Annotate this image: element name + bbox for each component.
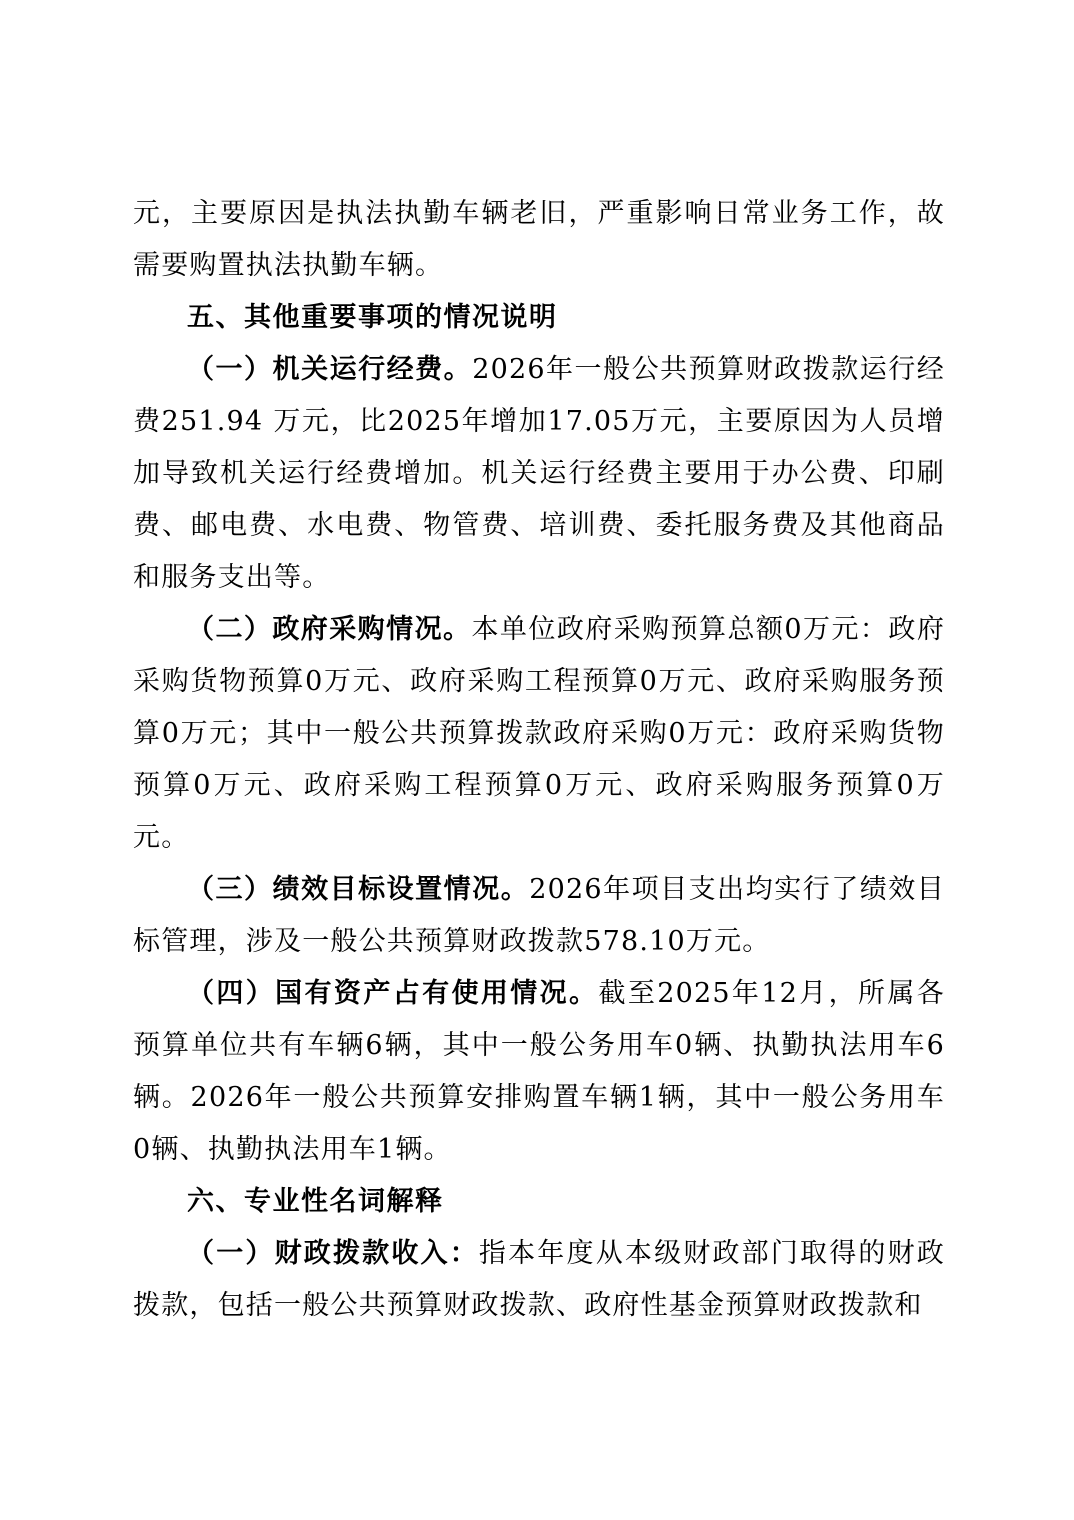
paragraph-text: 指本年度从本级财政部门取得的财政拨款，包括一般公共预算财政拨款、政府性基金预算财政拨款和 bbox=[133, 1238, 945, 1321]
document-body bbox=[133, 188, 945, 1332]
paragraph-state-assets bbox=[133, 968, 945, 1176]
paragraph-text: 本单位政府采购预算总额0万元：政府采购货物预算0万元、政府采购工程预算0万元、政府采购服务预算0万元；其中一般公共预算拨款政府采购0万元：政府采购货物预算0万元、政府采购工程预算0万元、政府采购服务预算0万元。 bbox=[133, 614, 946, 853]
paragraph-lead: （三）绩效目标设置情况。 bbox=[187, 874, 530, 905]
paragraph-office-operating-expenses bbox=[133, 344, 945, 604]
paragraph-lead: （一）机关运行经费。 bbox=[187, 354, 473, 385]
paragraph-fiscal-appropriation-income bbox=[133, 1228, 945, 1332]
paragraph-text: 2026年项目支出均实行了绩效目标管理，涉及一般公共预算财政拨款578.10万元。 bbox=[133, 874, 945, 957]
paragraph-government-procurement bbox=[133, 604, 945, 864]
paragraph-text: 元，主要原因是执法执勤车辆老旧，严重影响日常业务工作，故需要购置执法执勤车辆。 bbox=[133, 198, 945, 281]
paragraph-lead: （四）国有资产占有使用情况。 bbox=[187, 978, 599, 1009]
paragraph-performance-targets bbox=[133, 864, 945, 968]
paragraph-continuation bbox=[133, 188, 945, 292]
paragraph-lead: （二）政府采购情况。 bbox=[187, 614, 472, 645]
section-heading-six: 六、专业性名词解释 bbox=[187, 1186, 444, 1217]
paragraph-text: 2026年一般公共预算财政拨款运行经费251.94 万元，比2025年增加17.05万元，主要原因为人员增加导致机关运行经费增加。机关运行经费主要用于办公费、印刷费、邮电费、水电费、物管费、培训费、委托服务费及其他商品和服务支出等。 bbox=[133, 354, 945, 593]
paragraph-lead: （一）财政拨款收入： bbox=[187, 1238, 479, 1269]
section-heading-five: 五、其他重要事项的情况说明 bbox=[187, 302, 558, 333]
paragraph-text: 截至2025年12月，所属各预算单位共有车辆6辆，其中一般公务用车0辆、执勤执法用车6辆。2026年一般公共预算安排购置车辆1辆，其中一般公务用车0辆、执勤执法用车1辆。 bbox=[133, 978, 945, 1165]
